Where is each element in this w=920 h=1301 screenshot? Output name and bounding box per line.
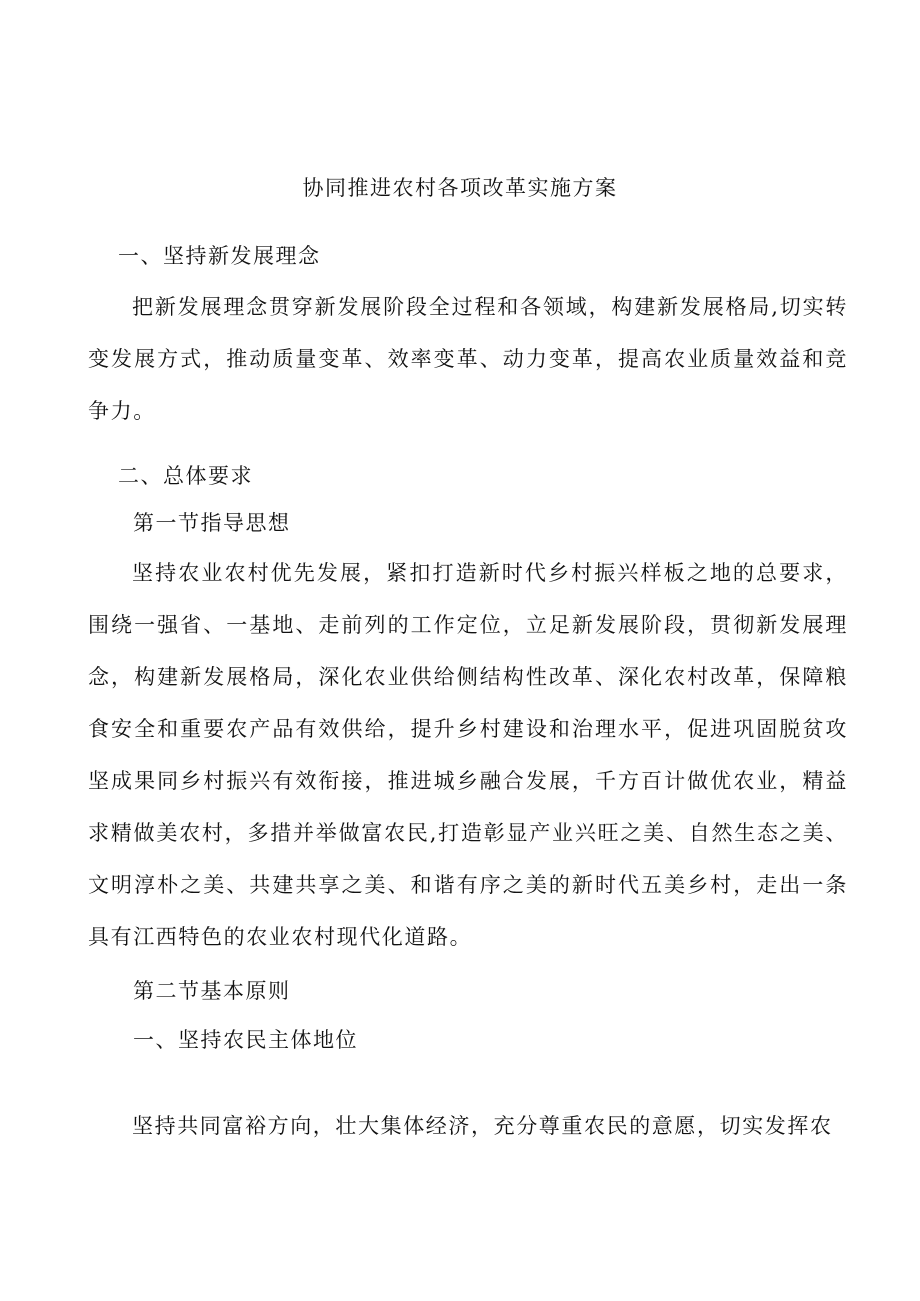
section-heading-2: 二、总体要求: [118, 464, 253, 488]
section-1-paragraph: 把新发展理念贯穿新发展阶段全过程和各领域，构建新发展格局,切实转变发展方式，推动质量变革、效率变革、动力变革，提高农业质量效益和竞争力。: [88, 295, 848, 423]
document-title: 协同推进农村各项改革实施方案: [302, 176, 618, 200]
principle-heading-1: 一、坚持农民主体地位: [133, 1028, 358, 1052]
principle-1-paragraph: 坚持共同富裕方向，壮大集体经济，充分尊重农民的意愿，切实发挥农: [132, 1114, 833, 1138]
section-heading-1: 一、坚持新发展理念: [118, 244, 321, 268]
chapter-1-paragraph: 坚持农业农村优先发展，紧扣打造新时代乡村振兴样板之地的总要求，围绕一强省、一基地、走前列的工作定位，立足新发展阶段，贯彻新发展理念，构建新发展格局，深化农业供给侧结构性改革、深化农村改革，保障粮食安全和重要农产品有效供给，提升乡村建设和治理水平，促进巩固脱贫攻坚成果同乡村振兴有效衔接，推进城乡融合发展，千方百计做优农业，精益求精做美农村，多措并举做富农民,打造彰显产业兴旺之美、自然生态之美、文明淳朴之美、共建共享之美、和谐有序之美的新时代五美乡村，走出一条具有江西特色的农业农村现代化道路。: [88, 561, 848, 949]
chapter-heading-1: 第一节指导思想: [133, 511, 291, 535]
chapter-heading-2: 第二节基本原则: [133, 979, 291, 1003]
